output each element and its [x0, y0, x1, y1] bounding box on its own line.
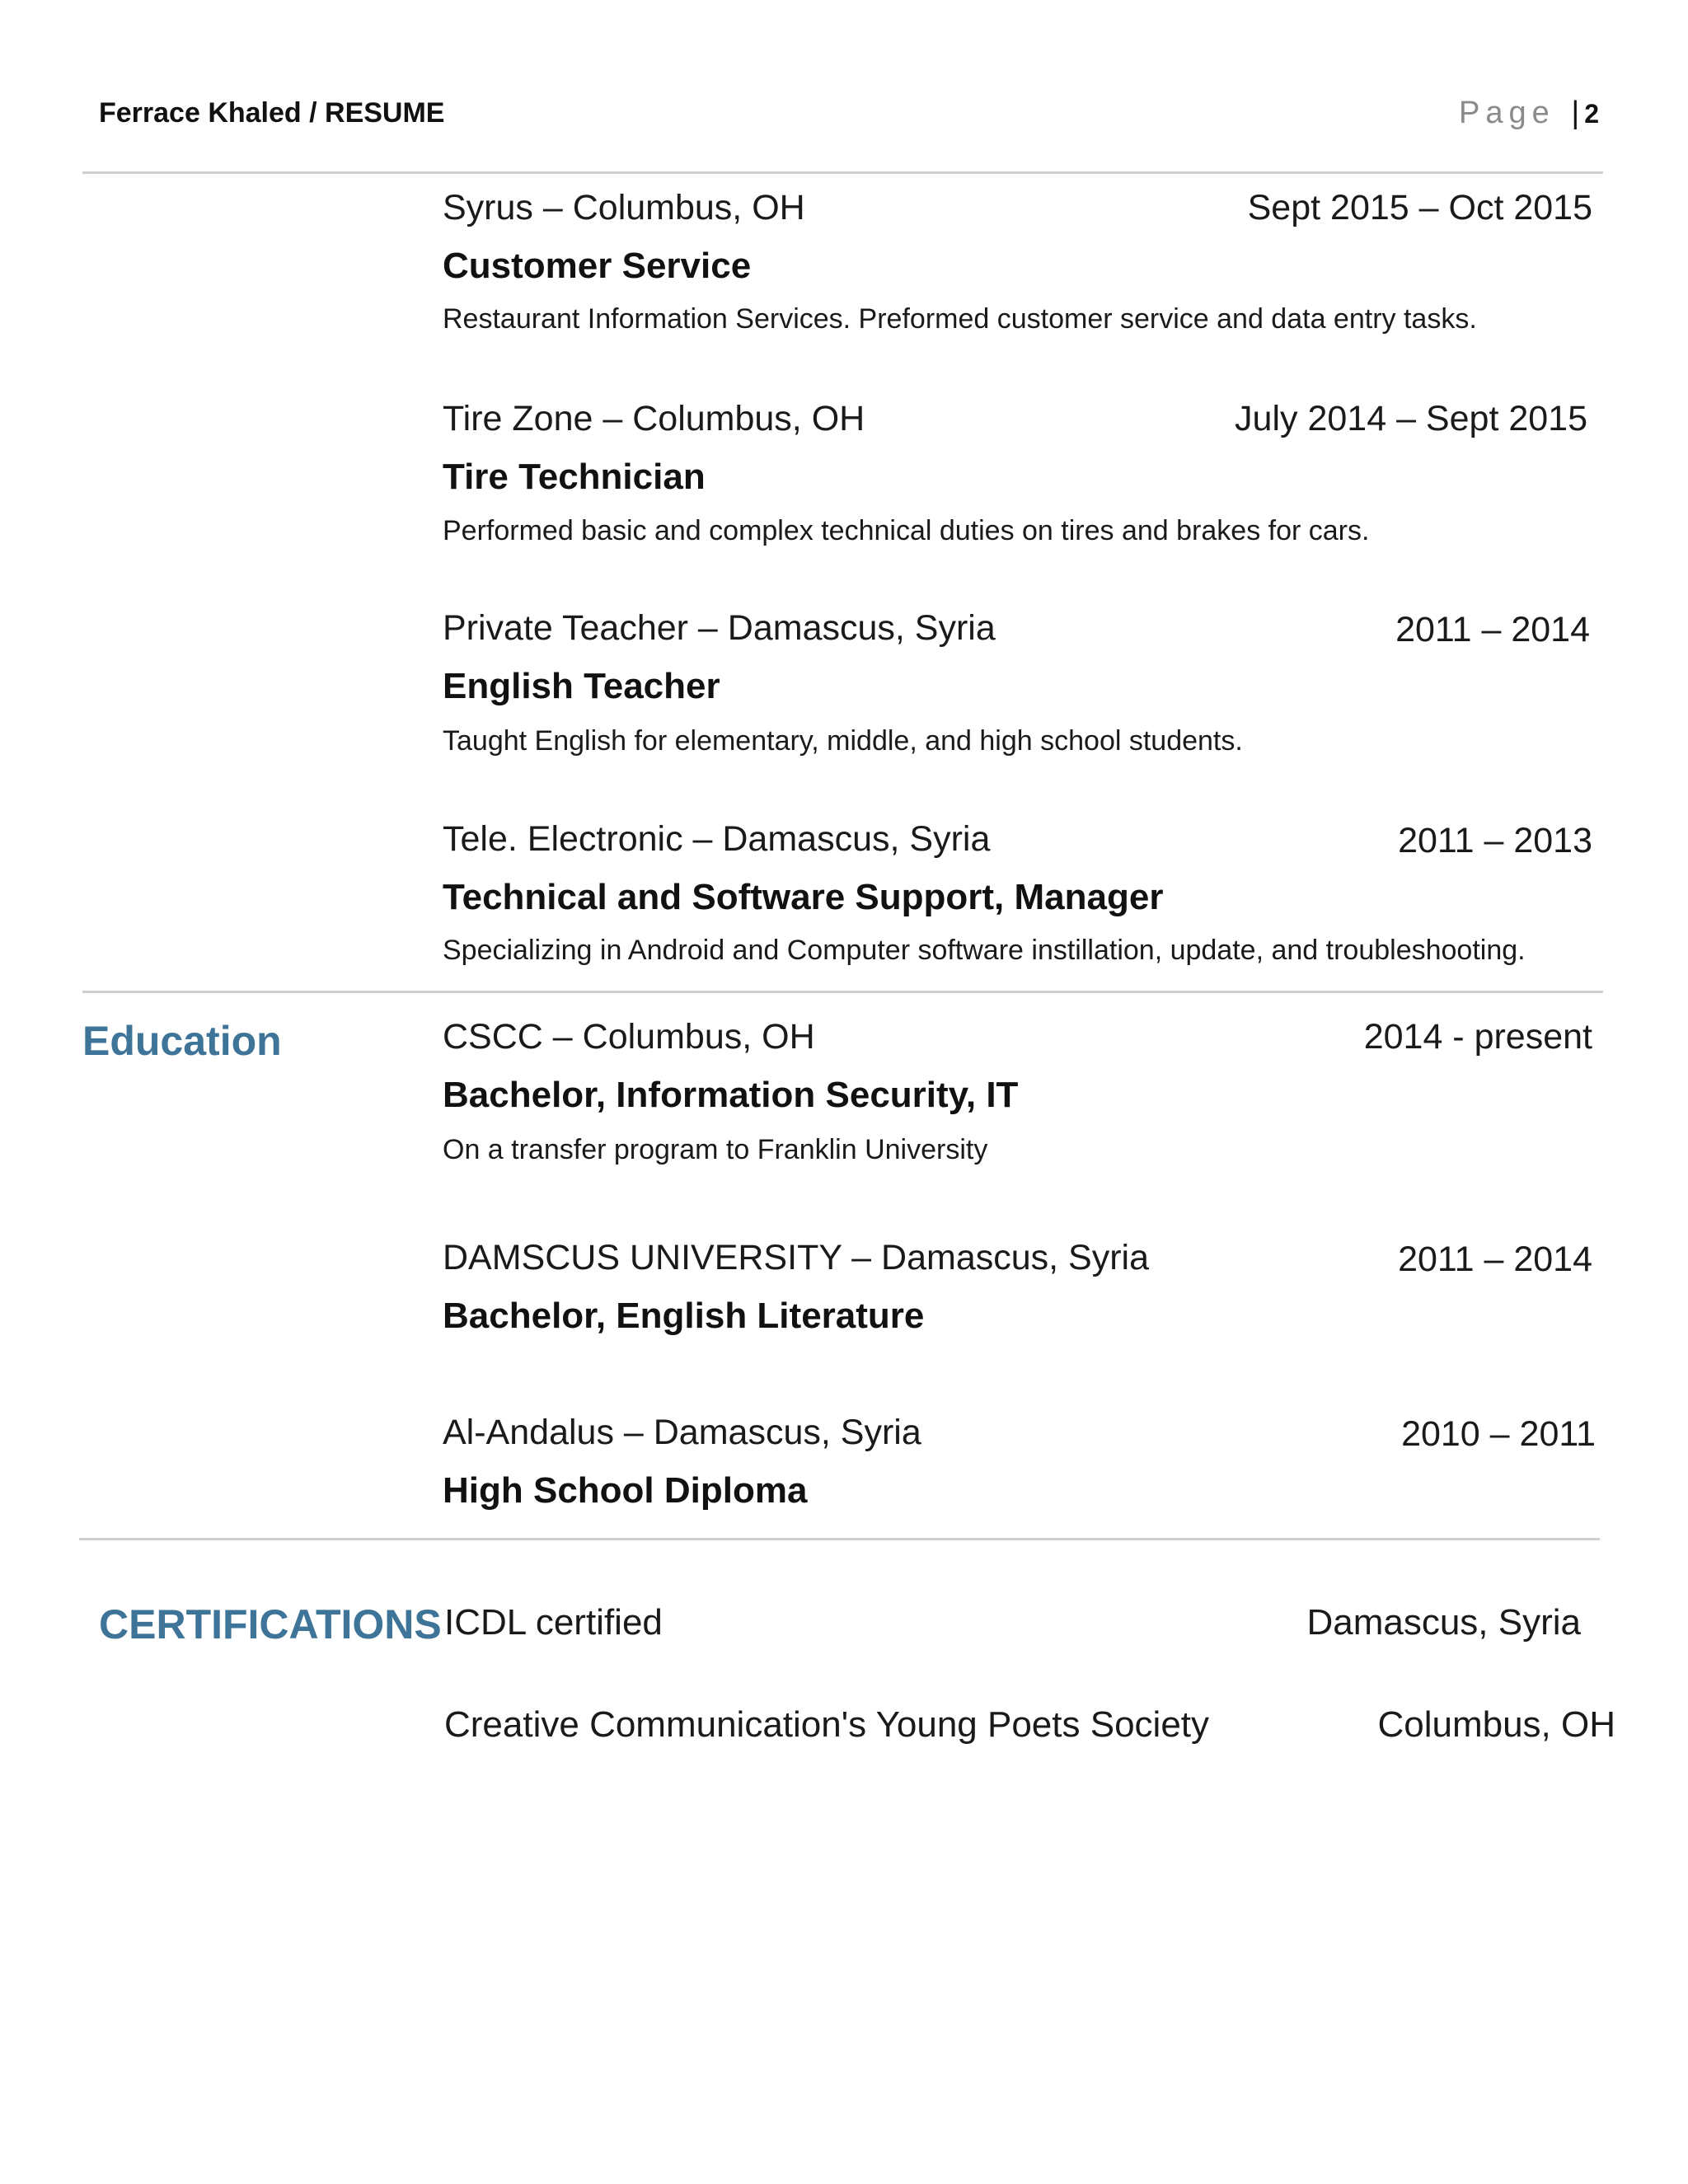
entry-title: English Teacher — [443, 666, 720, 706]
entry-dates: 2014 - present — [1363, 1017, 1592, 1057]
entry-title: Bachelor, Information Security, IT — [443, 1075, 1019, 1115]
entry-dates: 2011 – 2014 — [1395, 610, 1590, 649]
header-name-title: Ferrace Khaled / RESUME — [99, 97, 445, 129]
certification-location: Damascus, Syria — [1306, 1602, 1581, 1643]
entry-dates: 2011 – 2014 — [1398, 1240, 1592, 1279]
entry-description: Specializing in Android and Computer software instillation, update, and troubleshooting. — [443, 935, 1526, 966]
entry-title: High School Diploma — [443, 1470, 808, 1511]
entry-dates: Sept 2015 – Oct 2015 — [1247, 188, 1592, 227]
entry-dates: 2010 – 2011 — [1401, 1414, 1596, 1454]
entry-description: Restaurant Information Services. Preformed customer service and data entry tasks. — [443, 303, 1477, 335]
entry-description: Taught English for elementary, middle, and high school students. — [443, 725, 1243, 757]
entry-title: Tire Technician — [443, 457, 706, 497]
entry-title: Bachelor, English Literature — [443, 1296, 925, 1336]
entry-organization: CSCC – Columbus, OH — [443, 1017, 815, 1057]
entry-description: On a transfer program to Franklin University — [443, 1134, 988, 1165]
page-separator: | — [1571, 96, 1580, 130]
certifications-heading: CERTIFICATIONS — [99, 1601, 442, 1647]
header-divider — [82, 171, 1603, 174]
entry-title: Customer Service — [443, 246, 752, 286]
entry-organization: Tele. Electronic – Damascus, Syria — [443, 819, 991, 859]
entry-organization: Syrus – Columbus, OH — [443, 188, 805, 227]
entry-organization: DAMSCUS UNIVERSITY – Damascus, Syria — [443, 1238, 1150, 1277]
page-label: Page — [1459, 96, 1555, 130]
entry-description: Performed basic and complex technical duties on tires and brakes for cars. — [443, 515, 1370, 546]
section-divider — [82, 991, 1603, 993]
page-indicator — [1459, 96, 1599, 131]
entry-dates: 2011 – 2013 — [1398, 821, 1592, 860]
certification-name: Creative Communication's Young Poets Society — [444, 1704, 1210, 1745]
page-number: 2 — [1584, 99, 1599, 129]
education-heading: Education — [82, 1018, 282, 1064]
entry-dates: July 2014 – Sept 2015 — [1235, 399, 1587, 438]
entry-organization: Al-Andalus – Damascus, Syria — [443, 1413, 921, 1452]
entry-organization: Private Teacher – Damascus, Syria — [443, 608, 996, 648]
certification-location: Columbus, OH — [1377, 1704, 1615, 1745]
entry-organization: Tire Zone – Columbus, OH — [443, 399, 865, 438]
section-divider — [79, 1538, 1600, 1540]
certification-name: ICDL certified — [444, 1602, 663, 1643]
entry-title: Technical and Software Support, Manager — [443, 877, 1164, 917]
